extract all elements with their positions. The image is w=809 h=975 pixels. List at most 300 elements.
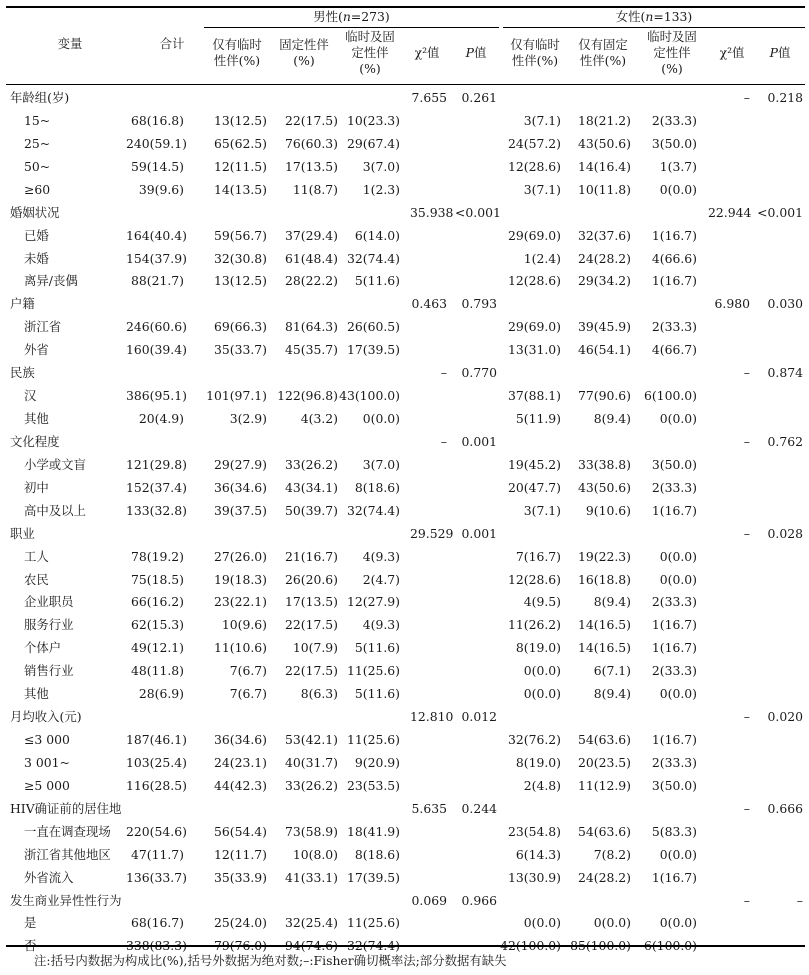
table-cell: 77(90.6) <box>577 388 631 404</box>
table-cell: 28(22.2) <box>284 273 338 289</box>
table-cell: 0(0.0) <box>659 181 697 197</box>
table-cell: – <box>440 365 447 381</box>
table-row <box>0 728 809 751</box>
row-label: 25~ <box>24 135 51 151</box>
table-cell: 246(60.6) <box>126 319 187 335</box>
table-cell: 0(0.0) <box>523 915 561 931</box>
table-cell: 10(7.9) <box>292 640 338 656</box>
table-row <box>0 590 809 613</box>
table-cell: 47(11.7) <box>130 846 184 862</box>
table-row <box>0 843 809 866</box>
table-cell: 8(18.6) <box>354 479 400 495</box>
table-cell: 37(29.4) <box>284 227 338 243</box>
table-cell: 240(59.1) <box>126 135 187 151</box>
row-label: 15~ <box>24 112 51 128</box>
table-cell: 46(54.1) <box>577 342 631 358</box>
table-cell: 81(64.3) <box>284 319 338 335</box>
header-rule <box>6 84 805 85</box>
table-cell: 2(33.3) <box>651 754 697 770</box>
table-row <box>0 659 809 682</box>
row-label: 其他 <box>24 411 49 427</box>
table-cell: 12(27.9) <box>346 594 400 610</box>
header-total: 合计 <box>159 36 185 51</box>
table-cell: 36(34.6) <box>213 732 267 748</box>
table-cell: 22(17.5) <box>284 617 338 633</box>
table-cell: 20(4.9) <box>138 411 184 427</box>
table-cell: 8(9.4) <box>593 686 631 702</box>
table-cell: 20(47.7) <box>507 479 561 495</box>
table-cell: 5(83.3) <box>651 823 697 839</box>
table-cell: 73(58.9) <box>284 823 338 839</box>
table-cell: 14(16.4) <box>577 158 631 174</box>
table-cell: 4(66.7) <box>651 342 697 358</box>
group-label: 婚姻状况 <box>10 204 60 220</box>
table-cell: 68(16.7) <box>130 915 184 931</box>
male-group-rule <box>204 27 499 28</box>
table-cell: 14(16.5) <box>577 617 631 633</box>
group-label: HIV确证前的居住地 <box>10 800 122 816</box>
table-cell: 0.770 <box>461 365 497 381</box>
table-cell: 9(20.9) <box>354 754 400 770</box>
row-label: 工人 <box>24 548 49 564</box>
table-cell: 29.529 <box>410 525 454 541</box>
table-cell: 61(48.4) <box>284 250 338 266</box>
table-cell: 35(33.9) <box>213 869 267 885</box>
row-label: 销售行业 <box>24 663 74 679</box>
row-label: 一直在调查现场 <box>24 823 111 839</box>
female-group-rule <box>503 27 805 28</box>
row-label: 汉 <box>24 388 37 404</box>
table-row <box>0 476 809 499</box>
table-cell: 3(50.0) <box>651 777 697 793</box>
table-cell: 22(17.5) <box>284 663 338 679</box>
table-cell: 33(26.2) <box>284 777 338 793</box>
row-label: 未婚 <box>24 250 49 266</box>
table-row <box>0 636 809 659</box>
table-cell: 32(37.6) <box>577 227 631 243</box>
table-cell: 24(57.2) <box>507 135 561 151</box>
row-label: 服务行业 <box>24 617 74 633</box>
table-cell: 17(39.5) <box>346 869 400 885</box>
table-cell: 8(18.6) <box>354 846 400 862</box>
table-cell: 6(100.0) <box>643 388 697 404</box>
table-cell: 25(24.0) <box>213 915 267 931</box>
table-cell: 8(19.0) <box>515 754 561 770</box>
table-cell: 220(54.6) <box>126 823 187 839</box>
table-cell: 12.810 <box>410 709 454 725</box>
row-label: ≥60 <box>24 181 51 197</box>
table-cell: 4(9.5) <box>523 594 561 610</box>
table-cell: 16(18.8) <box>577 571 631 587</box>
bottom-rule <box>6 945 805 947</box>
table-row <box>0 269 809 292</box>
table-cell: 0.030 <box>767 296 803 312</box>
row-label: ≤3 000 <box>24 732 70 748</box>
table-cell: 14(16.5) <box>577 640 631 656</box>
table-cell: 1(16.7) <box>651 273 697 289</box>
table-cell: 7(6.7) <box>229 686 267 702</box>
table-cell: 3(7.0) <box>362 456 400 472</box>
table-cell: 78(19.2) <box>130 548 184 564</box>
table-cell: 22.944 <box>708 204 752 220</box>
table-cell: 75(18.5) <box>130 571 184 587</box>
table-cell: 13(31.0) <box>507 342 561 358</box>
male-col-header-1: 仅有临时 性伴(%) <box>212 37 262 68</box>
row-label: 50~ <box>24 158 51 174</box>
group-label: 文化程度 <box>10 433 60 449</box>
table-group-row <box>0 430 809 453</box>
table-cell: 0(0.0) <box>523 686 561 702</box>
table-cell: 11(8.7) <box>292 181 338 197</box>
female-col-header-3: 临时及固 定性伴 (%) <box>647 29 697 76</box>
table-cell: 187(46.1) <box>126 732 187 748</box>
table-cell: 88(21.7) <box>130 273 184 289</box>
table-cell: – <box>743 709 750 725</box>
table-row <box>0 820 809 843</box>
table-cell: 20(23.5) <box>577 754 631 770</box>
table-cell: 0(0.0) <box>659 915 697 931</box>
table-cell: 3(50.0) <box>651 456 697 472</box>
table-cell: 116(28.5) <box>126 777 187 793</box>
table-cell: 13(12.5) <box>213 112 267 128</box>
row-label: 浙江省其他地区 <box>24 846 111 862</box>
row-label: ≥5 000 <box>24 777 70 793</box>
table-cell: 2(33.3) <box>651 479 697 495</box>
table-group-row <box>0 705 809 728</box>
table-cell: 0.020 <box>767 709 803 725</box>
table-cell: 24(23.1) <box>213 754 267 770</box>
table-cell: 4(9.3) <box>362 617 400 633</box>
table-cell: 0.069 <box>411 892 447 908</box>
table-row <box>0 866 809 889</box>
table-cell: 0.463 <box>411 296 447 312</box>
table-cell: 24(28.2) <box>577 869 631 885</box>
table-cell: 17(13.5) <box>284 158 338 174</box>
table-cell: – <box>743 892 750 908</box>
table-cell: 152(37.4) <box>126 479 187 495</box>
table-cell: 39(9.6) <box>138 181 184 197</box>
table-cell: 68(16.8) <box>130 112 184 128</box>
table-row <box>0 682 809 705</box>
female-col-header-5: P值 <box>769 45 791 60</box>
table-cell: 43(100.0) <box>339 388 400 404</box>
table-cell: 21(16.7) <box>284 548 338 564</box>
table-group-row <box>0 86 809 109</box>
row-label: 是 <box>24 915 37 931</box>
table-cell: 50(39.7) <box>284 502 338 518</box>
table-cell: 122(96.8) <box>277 388 338 404</box>
table-cell: 54(63.6) <box>577 823 631 839</box>
table-row <box>0 613 809 636</box>
table-cell: 1(16.7) <box>651 617 697 633</box>
row-label: 农民 <box>24 571 49 587</box>
table-cell: 22(17.5) <box>284 112 338 128</box>
table-cell: 65(62.5) <box>213 135 267 151</box>
table-cell: 0.244 <box>461 800 497 816</box>
table-cell: 3(7.1) <box>523 502 561 518</box>
table-group-row <box>0 201 809 224</box>
table-cell: 37(88.1) <box>507 388 561 404</box>
table-cell: 6.980 <box>714 296 750 312</box>
table-footnote: 注:括号内数据为构成比(%),括号外数据为绝对数;–:Fisher确切概率法;部分数据有缺失 <box>34 953 507 968</box>
table-cell: 0(0.0) <box>362 411 400 427</box>
table-cell: 26(60.5) <box>346 319 400 335</box>
table-cell: 3(50.0) <box>651 135 697 151</box>
table-cell: 5(11.9) <box>515 411 561 427</box>
table-cell: 76(60.3) <box>284 135 338 151</box>
table-cell: 11(25.6) <box>346 732 400 748</box>
table-cell: 32(76.2) <box>507 732 561 748</box>
table-cell: 12(11.7) <box>213 846 267 862</box>
table-cell: 0.001 <box>461 525 497 541</box>
row-label: 已婚 <box>24 227 49 243</box>
table-cell: 8(19.0) <box>515 640 561 656</box>
table-cell: 0(0.0) <box>659 411 697 427</box>
table-cell: 69(66.3) <box>213 319 267 335</box>
table-cell: 1(2.3) <box>362 181 400 197</box>
table-row <box>0 338 809 361</box>
table-cell: 17(39.5) <box>346 342 400 358</box>
table-row <box>0 109 809 132</box>
table-cell: 7.655 <box>411 90 447 105</box>
table-cell: 0.012 <box>461 709 497 725</box>
table-cell: 2(4.8) <box>523 777 561 793</box>
table-cell: 7(8.2) <box>593 846 631 862</box>
table-cell: 9(10.6) <box>585 502 631 518</box>
table-cell: 35(33.7) <box>213 342 267 358</box>
table-cell: 5(11.6) <box>354 273 400 289</box>
table-cell: 54(63.6) <box>577 732 631 748</box>
table-cell: 0(0.0) <box>659 846 697 862</box>
group-label: 月均收入(元) <box>10 709 82 725</box>
table-cell: 5(11.6) <box>354 686 400 702</box>
row-label: 初中 <box>24 479 49 495</box>
table-cell: 59(56.7) <box>213 227 267 243</box>
table-cell: 23(22.1) <box>213 594 267 610</box>
row-label: 个体户 <box>24 640 62 656</box>
table-group-row <box>0 292 809 315</box>
table-cell: 35.938 <box>410 204 454 220</box>
table-cell: <0.001 <box>455 204 501 220</box>
table-cell: 0.261 <box>461 90 497 105</box>
table-cell: 11(26.2) <box>507 617 561 633</box>
table-cell: 136(33.7) <box>126 869 187 885</box>
table-cell: 10(23.3) <box>346 112 400 128</box>
table-cell: 103(25.4) <box>126 754 187 770</box>
table-cell: 0.793 <box>461 296 497 312</box>
table-row <box>0 751 809 774</box>
table-row <box>0 178 809 201</box>
row-label: 小学或文盲 <box>24 456 86 472</box>
table-cell: 1(16.7) <box>651 502 697 518</box>
table-cell: <0.001 <box>757 204 803 220</box>
table-cell: 23(54.8) <box>507 823 561 839</box>
table-cell: 2(33.3) <box>651 319 697 335</box>
female-col-header-1: 仅有临时 性伴(%) <box>510 37 560 68</box>
group-label: 民族 <box>10 365 35 381</box>
table-cell: 0.666 <box>767 800 803 816</box>
table-cell: 386(95.1) <box>126 388 187 404</box>
table-cell: 29(34.2) <box>577 273 631 289</box>
table-cell: 8(6.3) <box>300 686 338 702</box>
table-cell: 2(33.3) <box>651 112 697 128</box>
table-cell: 2(33.3) <box>651 663 697 679</box>
table-cell: 3(7.1) <box>523 181 561 197</box>
table-cell: 18(41.9) <box>346 823 400 839</box>
table-cell: 0.028 <box>767 525 803 541</box>
table-group-row <box>0 889 809 912</box>
table-group-row <box>0 522 809 545</box>
table-cell: 14(13.5) <box>213 181 267 197</box>
table-cell: 0(0.0) <box>659 571 697 587</box>
row-label: 3 001~ <box>24 754 70 770</box>
table-cell: 121(29.8) <box>126 456 187 472</box>
table-cell: 59(14.5) <box>130 158 184 174</box>
table-cell: 0.001 <box>461 433 497 449</box>
table-cell: 164(40.4) <box>126 227 187 243</box>
table-cell: 154(37.9) <box>126 250 187 266</box>
group-label: 发生商业异性性行为 <box>10 892 122 908</box>
table-cell: 32(25.4) <box>284 915 338 931</box>
table-cell: 2(4.7) <box>362 571 400 587</box>
row-label: 企业职员 <box>24 594 74 610</box>
table-cell: – <box>743 800 750 816</box>
table-cell: 66(16.2) <box>130 594 184 610</box>
table-cell: 5.635 <box>411 800 447 816</box>
table-cell: 1(2.4) <box>523 250 561 266</box>
table-cell: 160(39.4) <box>126 342 187 358</box>
table-cell: 2(33.3) <box>651 594 697 610</box>
table-cell: 0(0.0) <box>593 915 631 931</box>
table-cell: 4(9.3) <box>362 548 400 564</box>
group-label: 年龄组(岁) <box>10 90 70 105</box>
table-cell: 4(66.6) <box>651 250 697 266</box>
table-row <box>0 568 809 591</box>
table-cell: 18(21.2) <box>577 112 631 128</box>
table-group-row <box>0 797 809 820</box>
row-label: 外省流入 <box>24 869 74 885</box>
table-cell: – <box>743 525 750 541</box>
table-cell: 10(8.0) <box>292 846 338 862</box>
table-cell: 101(97.1) <box>206 388 267 404</box>
table-cell: 36(34.6) <box>213 479 267 495</box>
row-label: 离异/丧偶 <box>24 273 78 289</box>
row-label: 外省 <box>24 342 49 358</box>
table-cell: 3(7.1) <box>523 112 561 128</box>
table-cell: 12(28.6) <box>507 273 561 289</box>
table-cell: 0.966 <box>461 892 497 908</box>
table-cell: 1(3.7) <box>659 158 697 174</box>
table-cell: 1(16.7) <box>651 732 697 748</box>
table-cell: 0.874 <box>767 365 803 381</box>
table-cell: 6(7.1) <box>593 663 631 679</box>
table-cell: 17(13.5) <box>284 594 338 610</box>
header-female-group: 女性(n=133) <box>615 9 693 24</box>
table-cell: – <box>743 90 750 105</box>
table-row <box>0 774 809 797</box>
table-cell: 11(25.6) <box>346 915 400 931</box>
table-group-row <box>0 361 809 384</box>
table-cell: 1(16.7) <box>651 640 697 656</box>
table-cell: 23(53.5) <box>346 777 400 793</box>
table-cell: – <box>440 433 447 449</box>
table-cell: 0(0.0) <box>523 663 561 679</box>
table-cell: 7(16.7) <box>515 548 561 564</box>
table-cell: 0.218 <box>767 90 803 105</box>
row-label: 浙江省 <box>24 319 62 335</box>
group-label: 户籍 <box>10 296 35 312</box>
table-cell: 1(16.7) <box>651 869 697 885</box>
table-cell: 39(45.9) <box>577 319 631 335</box>
table-cell: 32(74.4) <box>346 250 400 266</box>
table-row <box>0 407 809 430</box>
table-cell: 39(37.5) <box>213 502 267 518</box>
table-cell: 11(12.9) <box>577 777 631 793</box>
table-cell: 3(2.9) <box>229 411 267 427</box>
table-cell: 13(30.9) <box>507 869 561 885</box>
table-cell: 11(10.6) <box>213 640 267 656</box>
table-cell: 33(38.8) <box>577 456 631 472</box>
table-cell: 6(14.3) <box>515 846 561 862</box>
table-row <box>0 132 809 155</box>
table-cell: 29(69.0) <box>507 227 561 243</box>
table-cell: 8(9.4) <box>593 594 631 610</box>
table-row <box>0 224 809 247</box>
table-row <box>0 155 809 178</box>
male-col-header-3: 临时及固 定性伴 (%) <box>345 29 395 76</box>
table-cell: 0.762 <box>767 433 803 449</box>
table-cell: 62(15.3) <box>130 617 184 633</box>
table-cell: 33(26.2) <box>284 456 338 472</box>
table-cell: 45(35.7) <box>284 342 338 358</box>
table-row <box>0 315 809 338</box>
table-cell: 41(33.1) <box>284 869 338 885</box>
table-cell: 8(9.4) <box>593 411 631 427</box>
table-cell: 28(6.9) <box>138 686 184 702</box>
table-cell: 13(12.5) <box>213 273 267 289</box>
table-cell: 3(7.0) <box>362 158 400 174</box>
table-cell: – <box>796 892 803 908</box>
row-label: 其他 <box>24 686 49 702</box>
table-cell: 133(32.8) <box>126 502 187 518</box>
table-cell: 32(74.4) <box>346 502 400 518</box>
table-cell: 7(6.7) <box>229 663 267 679</box>
table-cell: 10(11.8) <box>577 181 631 197</box>
table-cell: 12(11.5) <box>213 158 267 174</box>
table-cell: 5(11.6) <box>354 640 400 656</box>
row-label: 高中及以上 <box>24 502 86 518</box>
table-cell: 6(14.0) <box>354 227 400 243</box>
top-rule <box>6 6 805 8</box>
table-cell: 19(45.2) <box>507 456 561 472</box>
table-cell: 29(69.0) <box>507 319 561 335</box>
table-row <box>0 911 809 934</box>
header-male-group: 男性(n=273) <box>313 9 390 24</box>
table-cell: 43(50.6) <box>577 479 631 495</box>
table-cell: 43(50.6) <box>577 135 631 151</box>
male-col-header-2: 固定性伴 (%) <box>279 37 329 68</box>
table-cell: 56(54.4) <box>213 823 267 839</box>
table-cell: 49(12.1) <box>130 640 184 656</box>
table-cell: 48(11.8) <box>130 663 184 679</box>
table-cell: 43(34.1) <box>284 479 338 495</box>
table-cell: 32(30.8) <box>213 250 267 266</box>
table-cell: 11(25.6) <box>346 663 400 679</box>
female-col-header-2: 仅有固定 性伴(%) <box>578 37 628 68</box>
table-cell: 53(42.1) <box>284 732 338 748</box>
table-cell: 29(67.4) <box>346 135 400 151</box>
table-cell: 29(27.9) <box>213 456 267 472</box>
